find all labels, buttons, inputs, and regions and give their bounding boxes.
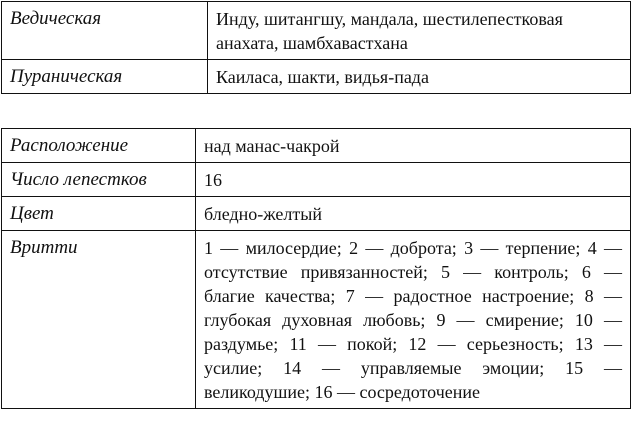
table-row	[2, 231, 631, 409]
row-label: Число лепестков	[2, 163, 196, 197]
names-table	[1, 1, 631, 94]
row-value: 16	[196, 163, 631, 197]
row-label: Вритти	[2, 231, 196, 409]
table-row	[2, 2, 631, 60]
row-value: над манас-чакрой	[196, 129, 631, 163]
row-label: Ведическая	[2, 2, 208, 60]
properties-table	[1, 128, 631, 409]
row-value: Инду, шитангшу, мандала, шестилепестковая анахата, шамбхавастхана	[208, 2, 631, 60]
table-row	[2, 197, 631, 231]
table-row	[2, 163, 631, 197]
row-value: Каиласа, шакти, видья-пада	[208, 60, 631, 94]
row-label: Пураническая	[2, 60, 208, 94]
table-row	[2, 60, 631, 94]
row-value: бледно-желтый	[196, 197, 631, 231]
row-value: 1 — милосердие; 2 — доброта; 3 — терпение; 4 — отсутствие привязанностей; 5 — контроль; 6 — благие качества; 7 — радостное настроение; 8 — глубокая духовная любовь; 9 — смирение; 10 — раздумье; 11 — покой; 12 — серьезность; 13 — усилие; 14 — управляемые эмоции; 15 — великодушие; 16 — сосредоточение	[196, 231, 631, 409]
row-label: Цвет	[2, 197, 196, 231]
row-label: Расположение	[2, 129, 196, 163]
table-row	[2, 129, 631, 163]
